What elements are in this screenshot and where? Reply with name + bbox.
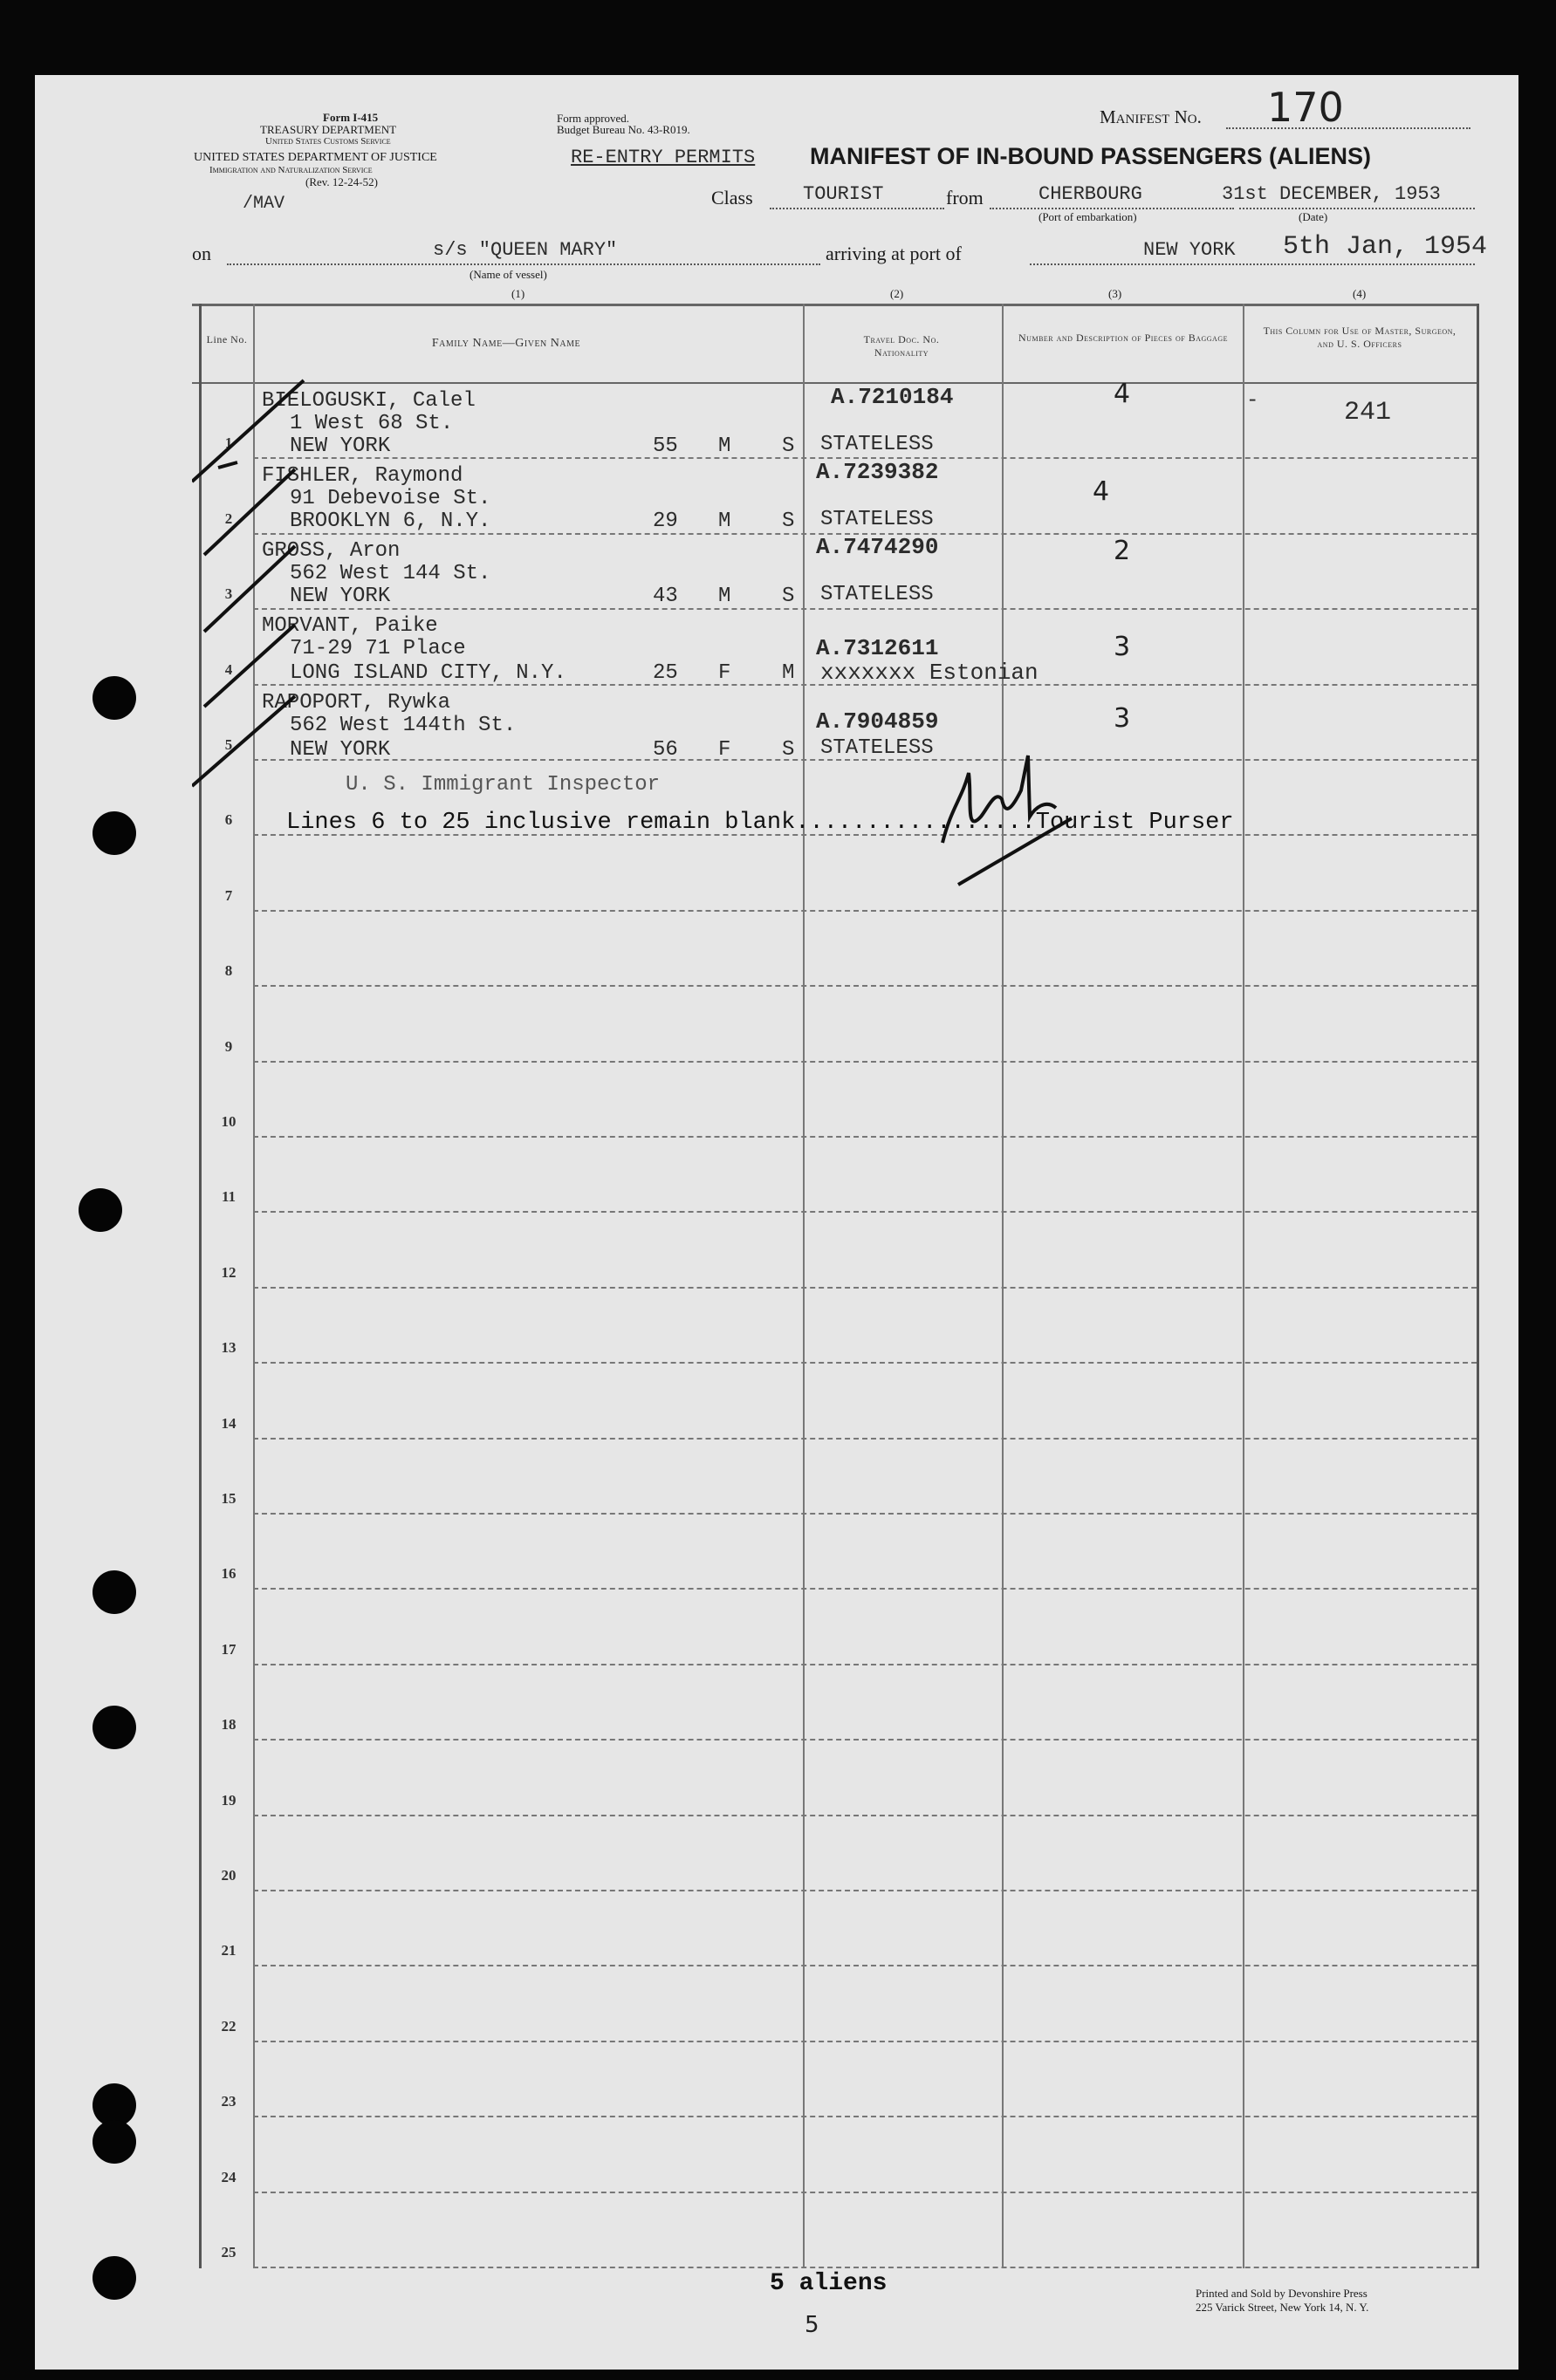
- date-caption: (Date): [1299, 210, 1328, 223]
- passenger-sex: F: [718, 661, 731, 685]
- line-number: 16: [221, 1565, 236, 1583]
- passenger-sex: M: [718, 434, 731, 458]
- col-officers: This Column for Use of Master, Surgeon, and U. S. Officers: [1263, 325, 1457, 350]
- justice-dept: UNITED STATES DEPARTMENT OF JUSTICE: [194, 151, 437, 164]
- row-rule: [253, 2116, 1477, 2117]
- travel-doc-number: A.7210184: [831, 384, 954, 410]
- baggage-count: 3: [1114, 632, 1131, 662]
- officer-note: 241: [1344, 398, 1392, 427]
- passenger-sex: F: [718, 738, 731, 762]
- passenger-city: LONG ISLAND CITY, N.Y.: [290, 661, 566, 685]
- nationality: STATELESS: [820, 583, 934, 606]
- col-baggage: Number and Description of Pieces of Baggage: [1018, 332, 1228, 344]
- row-rule: [253, 1815, 1477, 1816]
- passenger-status: S: [782, 738, 795, 762]
- budget-bureau: Budget Bureau No. 43-R019.: [557, 123, 690, 136]
- inspector-stamp: U. S. Immigrant Inspector: [346, 773, 661, 797]
- line-number: 25: [221, 2244, 236, 2260]
- line-number: 1: [224, 434, 233, 452]
- row-rule: [253, 910, 1477, 912]
- passenger-status: S: [782, 510, 795, 533]
- row-rule: [253, 1513, 1477, 1515]
- line-number: 12: [221, 1263, 236, 1281]
- passenger-name: BIELOGUSKI, Calel: [262, 389, 476, 413]
- row-rule: [253, 2041, 1477, 2042]
- vessel-caption: (Name of vessel): [470, 268, 547, 281]
- row-rule: [253, 1362, 1477, 1364]
- row-rule: [253, 608, 1477, 610]
- row-rule: [253, 1061, 1477, 1063]
- travel-doc-number: A.7312611: [816, 635, 939, 661]
- passenger-address: 1 West 68 St.: [290, 412, 454, 435]
- line-number: 19: [221, 1791, 236, 1809]
- passenger-age: 25: [653, 661, 678, 685]
- treasury-dept: TREASURY DEPARTMENT: [260, 123, 397, 136]
- passenger-address: 562 West 144 St.: [290, 562, 491, 585]
- row-rule: [253, 1664, 1477, 1665]
- nationality: STATELESS: [820, 433, 934, 456]
- row-rule: [253, 1136, 1477, 1138]
- table-top-line: [192, 304, 1477, 306]
- row-rule: [253, 1965, 1477, 1966]
- row-rule: [253, 1588, 1477, 1590]
- row-rule: [253, 1890, 1477, 1891]
- passenger-address: 71-29 71 Place: [290, 637, 466, 660]
- embark-caption: (Port of embarkation): [1038, 210, 1137, 223]
- arrival-date: 5th Jan, 1954: [1283, 232, 1488, 262]
- binding-hole: [93, 811, 136, 855]
- manifest-line: [1226, 127, 1470, 129]
- passenger-sex: M: [718, 585, 731, 608]
- line-number: 14: [221, 1414, 236, 1432]
- row-rule: [253, 1438, 1477, 1440]
- baggage-count: 3: [1114, 703, 1131, 734]
- embark-port: CHERBOURG: [1038, 183, 1142, 205]
- line-number: 23: [221, 2093, 236, 2110]
- class-value: TOURIST: [803, 183, 884, 205]
- line-number: 11: [221, 1188, 236, 1206]
- nationality: xxxxxxx Estonian: [820, 660, 1038, 686]
- line-number: 10: [221, 1113, 236, 1130]
- form-number: Form I-415: [323, 111, 379, 124]
- reentry-permits: RE-ENTRY PERMITS: [571, 147, 756, 168]
- customs-service: United States Customs Service: [265, 136, 391, 147]
- line-number: 18: [221, 1716, 236, 1734]
- line-number: 3: [224, 585, 233, 603]
- blank-lines-note: Lines 6 to 25 inclusive remain blank.................Tourist Purser: [286, 810, 1234, 836]
- passenger-status: M: [782, 661, 795, 685]
- manifest-number: 170: [1267, 84, 1344, 131]
- row-rule: [253, 2267, 1477, 2268]
- row-rule: [253, 1287, 1477, 1289]
- line-number: 22: [221, 2017, 236, 2035]
- line-number: 8: [224, 962, 233, 980]
- departure-date: 31st DECEMBER, 1953: [1222, 183, 1441, 205]
- tally-marks: [192, 372, 314, 860]
- table-right-edge: [1477, 304, 1479, 2268]
- binding-hole: [93, 676, 136, 720]
- page-mark: 5: [805, 2312, 819, 2338]
- line-number: 24: [221, 2168, 236, 2185]
- line-number: 7: [224, 886, 233, 904]
- line-number: 9: [224, 1037, 233, 1055]
- col2-number: (2): [890, 287, 904, 300]
- line-number: 17: [221, 1640, 236, 1658]
- binding-hole: [79, 1188, 122, 1232]
- line-number: 5: [224, 736, 233, 753]
- passenger-age: 56: [653, 738, 678, 762]
- class-line: [770, 208, 944, 209]
- arriving-label: arriving at port of: [826, 243, 962, 264]
- passenger-name: FISHLER, Raymond: [262, 464, 463, 488]
- officer-dash: -: [1246, 389, 1259, 413]
- passenger-city: NEW YORK: [290, 738, 391, 762]
- passenger-city: NEW YORK: [290, 585, 391, 608]
- binding-hole: [93, 2120, 136, 2164]
- passenger-age: 29: [653, 510, 678, 533]
- nationality: STATELESS: [820, 508, 934, 531]
- total-aliens: 5 aliens: [770, 2270, 888, 2297]
- col3-number: (3): [1108, 287, 1122, 300]
- passenger-status: S: [782, 585, 795, 608]
- row-rule: [253, 1739, 1477, 1741]
- revision: (Rev. 12-24-52): [305, 175, 378, 188]
- arrival-port: NEW YORK: [1143, 239, 1236, 261]
- binding-hole: [93, 2256, 136, 2300]
- row-rule: [253, 985, 1477, 987]
- passenger-name: GROSS, Aron: [262, 539, 401, 563]
- nationality: STATELESS: [820, 736, 934, 760]
- binding-hole: [93, 1706, 136, 1749]
- row-rule: [253, 2192, 1477, 2193]
- col-name: Family Name—Given Name: [431, 337, 581, 350]
- col4-number: (4): [1353, 287, 1367, 300]
- baggage-count: 2: [1114, 536, 1131, 566]
- passenger-city: BROOKLYN 6, N.Y.: [290, 510, 491, 533]
- col-line-no: Line No.: [206, 333, 248, 345]
- passenger-name: MORVANT, Paike: [262, 614, 438, 638]
- vessel-line: [227, 263, 820, 265]
- purser-signature: [908, 738, 1100, 895]
- ins-service: Immigration and Naturalization Service: [209, 165, 373, 175]
- binding-hole: [93, 1570, 136, 1614]
- vessel-name: s/s "QUEEN MARY": [433, 239, 618, 261]
- col-travel-doc: Travel Doc. No. Nationality: [863, 333, 940, 359]
- date-line: [1239, 208, 1475, 209]
- line-number: 15: [221, 1490, 236, 1507]
- passenger-address: 562 West 144th St.: [290, 714, 517, 737]
- line-number: 6: [224, 811, 233, 829]
- line-number: 4: [224, 660, 233, 678]
- line-number: 20: [221, 1867, 236, 1884]
- travel-doc-number: A.7239382: [816, 459, 939, 485]
- line-number: 2: [224, 510, 233, 527]
- passenger-age: 55: [653, 434, 678, 458]
- passenger-sex: M: [718, 510, 731, 533]
- passenger-address: 91 Debevoise St.: [290, 487, 491, 510]
- line-number: 13: [221, 1339, 236, 1357]
- passenger-age: 43: [653, 585, 678, 608]
- passenger-city: NEW YORK: [290, 434, 391, 458]
- class-label: Class: [711, 187, 753, 209]
- arrival-line: [1030, 263, 1475, 265]
- page-title: MANIFEST OF IN-BOUND PASSENGERS (ALIENS): [810, 143, 1372, 169]
- manifest-label: Manifest No.: [1100, 106, 1202, 127]
- printer-line-1: Printed and Sold by Devonshire Press: [1196, 2287, 1367, 2300]
- form-approved: Form approved.: [557, 112, 630, 125]
- travel-doc-number: A.7474290: [816, 534, 939, 560]
- travel-doc-number: A.7904859: [816, 708, 939, 735]
- baggage-count: 4: [1093, 476, 1110, 507]
- mav-code: /MAV: [243, 194, 285, 214]
- line-number: 21: [221, 1942, 236, 1959]
- on-label: on: [192, 243, 211, 264]
- printer-line-2: 225 Varick Street, New York 14, N. Y.: [1196, 2301, 1369, 2314]
- from-label: from: [946, 187, 984, 209]
- vessel-col-num: (1): [511, 287, 525, 300]
- passenger-name: RAPOPORT, Rywka: [262, 691, 451, 715]
- row-rule: [253, 1211, 1477, 1213]
- passenger-status: S: [782, 434, 795, 458]
- from-line: [990, 208, 1234, 209]
- baggage-count: 4: [1114, 379, 1131, 409]
- manifest-page: [35, 75, 1518, 2370]
